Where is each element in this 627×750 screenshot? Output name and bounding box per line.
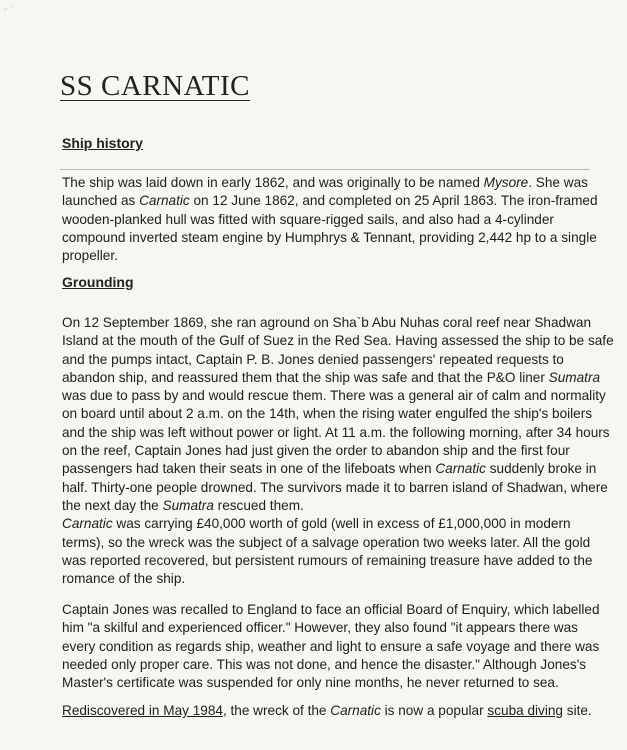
heading-ship-history: Ship history (62, 135, 143, 151)
italic-text: Mysore (483, 175, 529, 190)
text-run: Master's certificate was suspended for only nine months, he never returned to sea. (62, 675, 559, 691)
text-run: rescued them. (213, 497, 304, 513)
text-line (62, 656, 592, 674)
text-run: was carrying £40,000 worth of gold (well in excess of £1,000,000 in modern (112, 516, 571, 532)
text-line (62, 387, 606, 405)
text-line (62, 601, 600, 619)
text-line (62, 192, 598, 210)
text-run: was due to pass by and would rescue them. There was a general air of calm and normality (62, 388, 606, 404)
text-line (62, 552, 592, 570)
text-run: The ship was laid down in early 1862, and was originally to be named (62, 175, 484, 190)
paragraph-enquiry (62, 601, 600, 692)
text-run: launched as (62, 193, 140, 209)
text-line (62, 369, 601, 387)
italic-text: Carnatic (330, 703, 381, 718)
text-line (62, 638, 600, 656)
text-run: wooden-planked hull was fitted with square-rigged sails, and also had a 4-cylinder (62, 211, 554, 227)
text-run: romance of the ship. (62, 571, 186, 587)
text-run: compound inverted steam engine by Humphrys & Tennant, providing 2,442 hp to a single (62, 229, 597, 245)
italic-text: Sumatra (162, 497, 214, 513)
text-line (62, 247, 592, 265)
italic-text: Carnatic (139, 193, 190, 209)
italic-text: Carnatic (435, 461, 486, 477)
text-line (62, 570, 592, 588)
section-divider (60, 169, 590, 170)
link-text[interactable]: scuba diving (487, 703, 563, 718)
text-run: propeller. (62, 248, 118, 264)
text-run: the next day the (62, 497, 163, 513)
text-line (62, 702, 592, 720)
scan-mark: ⌐ ' (4, 4, 14, 14)
text-line (62, 211, 592, 229)
text-run: and the ship was left without power or light. At 11 a.m. the following morning, after 34 hours (62, 424, 610, 440)
text-run: is now a popular (380, 703, 488, 718)
text-run: him "a skilful and experienced officer." However, they also found "it appears there was (62, 620, 578, 636)
text-line (62, 351, 592, 369)
text-line (62, 229, 597, 247)
text-run: Captain Jones was recalled to England to face an official Board of Enquiry, which labelled (62, 602, 600, 617)
italic-text: Sumatra (548, 369, 601, 385)
paragraph-rediscovery (62, 702, 592, 720)
italic-text: Carnatic (62, 516, 113, 532)
text-run: site. (563, 703, 592, 718)
text-line (62, 674, 592, 692)
heading-grounding: Grounding (62, 274, 134, 290)
text-run: on the reef, Captain Jones had just given the order to abandon ship and the first four (62, 443, 570, 459)
paragraph-grounding (62, 314, 614, 588)
paragraph-history (62, 174, 598, 265)
text-run: on 12 June 1862, and completed on 25 April 1863. The iron-framed (189, 193, 598, 209)
text-run: was reported recovered, but persistent rumours of remaining treasure have added to the (62, 552, 593, 568)
text-line (62, 619, 592, 637)
text-run: . She was (528, 175, 588, 190)
text-line (62, 405, 592, 423)
text-line (62, 534, 592, 552)
text-run: Island at the mouth of the Gulf of Suez in the Red Sea. Having assessed the ship to be safe (62, 333, 614, 349)
text-line (62, 442, 592, 460)
document-title: SS CARNATIC (60, 70, 251, 102)
text-run: passengers had taken their seats in one of the lifeboats when (62, 461, 436, 477)
text-run: and the pumps intact, Captain P. B. Jones denied passengers' repeated requests to (62, 351, 564, 367)
text-line (62, 174, 592, 192)
text-line (62, 460, 597, 478)
text-line (62, 497, 592, 515)
text-run: abandon ship, and reassured them that the ship was safe and that the P&O liner (62, 369, 549, 385)
text-run: suddenly broke in (485, 461, 597, 477)
link-text[interactable]: Rediscovered in May 1984 (62, 703, 223, 718)
text-run: half. Thirty-one people drowned. The survivors made it to barren island of Shadwan, where (62, 479, 608, 495)
text-run: on board until about 2 a.m. on the 14th, when the rising water engulfed the ship's boilers (62, 406, 593, 422)
text-run: terms), so the wreck was the subject of a salvage operation two weeks later. All the gold (62, 534, 591, 550)
text-run: , the wreck of the (222, 703, 331, 718)
text-line (62, 314, 592, 332)
text-line (62, 424, 610, 442)
text-run: On 12 September 1869, she ran aground on Sha`b Abu Nuhas coral reef near Shadwan (62, 315, 592, 330)
text-line (62, 515, 592, 533)
text-line (62, 479, 608, 497)
text-run: every condition as regards ship, weather and light to ensure a safe voyage and there was (62, 638, 600, 654)
text-run: needed only proper care. This was not done, and hence the disaster." Although Jones's (62, 656, 587, 672)
text-line (62, 332, 614, 350)
